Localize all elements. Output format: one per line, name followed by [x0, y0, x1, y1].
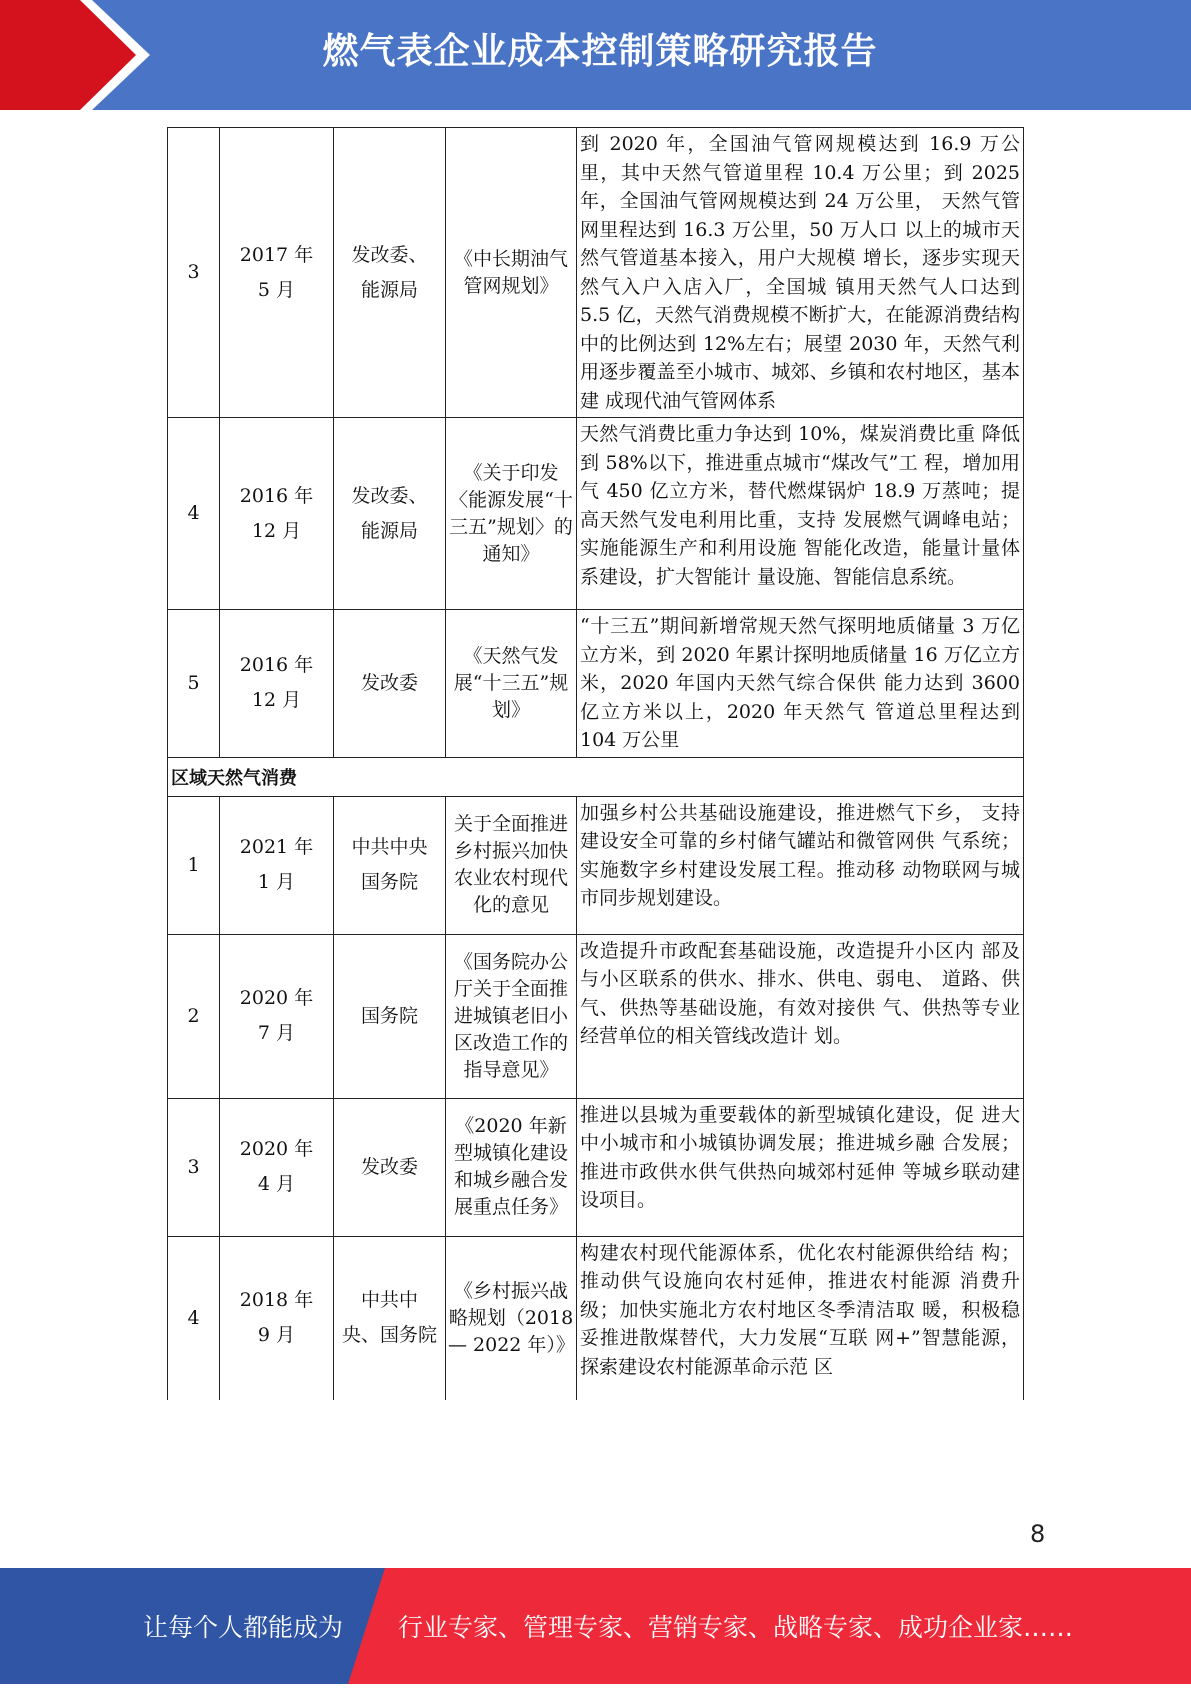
policy-document: 《关于印发〈能源发展“十三五”规划〉的通知》 [446, 418, 577, 610]
policy-content: 加强乡村公共基础设施建设，推进燃气下乡， 支持建设安全可靠的乡村储气罐站和微管网供 气系统；实施数字乡村建设发展工程。推动移 动物联网与城市同步规划建设。 [577, 796, 1024, 934]
section-title: 区域天然气消费 [168, 757, 1024, 796]
footer-slogan-right: 行业专家、管理专家、营销专家、战略专家、成功企业家…… [398, 1613, 1074, 1642]
policy-document: 《国务院办公厅关于全面推进城镇老旧小区改造工作的指导意见》 [446, 934, 577, 1098]
release-date: 2020 年 7 月 [220, 934, 334, 1098]
policy-content: 改造提升市政配套基础设施，改造提升小区内 部及与小区联系的供水、排水、供电、弱电、 道路、供气、供热等基础设施，有效对接供 气、供热等专业经营单位的相关管线改造计 划。 [577, 934, 1024, 1098]
policy-document: 《中长期油气管网规划》 [446, 128, 577, 418]
release-date: 2016 年 12 月 [220, 610, 334, 758]
policy-table [167, 127, 1024, 1400]
table-row [168, 934, 1024, 1098]
issuing-authority: 发改委 [334, 1098, 446, 1236]
section-row [168, 757, 1024, 796]
issuing-authority: 发改委 [334, 610, 446, 758]
table-row [168, 1236, 1024, 1400]
row-number: 5 [168, 610, 220, 758]
policy-content: 到 2020 年，全国油气管网规模达到 16.9 万公 里，其中天然气管道里程 10.4 万公里；到 2025 年，全国油气管网规模达到 24 万公里， 天然气管网里程达到 16.3 万公里，50 万人口 以上的城市天然气管道基本接入，用户大规模 增长，逐步实现天然气入户入店入厂，全国城 镇用天然气人口达到 5.5 亿，天然气消费规模不断扩大，在能源消费结构中的比例达到 12%左右；展望 2030 年，天然气利用逐步覆盖至小城市、城郊、乡镇和农村地区，基本建 成现代油气管网体系 [577, 128, 1024, 418]
release-date: 2020 年 4 月 [220, 1098, 334, 1236]
policy-document: 《乡村振兴战略规划（2018 — 2022 年）》 [446, 1236, 577, 1400]
table-row [168, 796, 1024, 934]
row-number: 2 [168, 934, 220, 1098]
page-footer [0, 1568, 1191, 1684]
row-number: 1 [168, 796, 220, 934]
row-number: 4 [168, 1236, 220, 1400]
row-number: 3 [168, 1098, 220, 1236]
table-row [168, 418, 1024, 610]
page-header [0, 0, 1191, 110]
issuing-authority: 发改委、 能源局 [334, 418, 446, 610]
policy-content: 天然气消费比重力争达到 10%，煤炭消费比重 降低到 58%以下，推进重点城市“煤改气”工 程，增加用气 450 亿立方米，替代燃煤锅炉 18.9 万蒸吨；提高天然气发电利用比重，支持 发展燃气调峰电站；实施能源生产和利用设施 智能化改造，能量计量体系建设，扩大智能计 量设施、智能信息系统。 [577, 418, 1024, 610]
header-red-arrow-icon [0, 0, 150, 110]
release-date: 2021 年 1 月 [220, 796, 334, 934]
release-date: 2018 年 9 月 [220, 1236, 334, 1400]
footer-slogan-left: 让每个人都能成为 [143, 1613, 344, 1642]
document-title: 燃气表企业成本控制策略研究报告 [322, 31, 878, 72]
table-row [168, 1098, 1024, 1236]
release-date: 2016 年 12 月 [220, 418, 334, 610]
page-number: 8 [1030, 1520, 1046, 1548]
row-number: 4 [168, 418, 220, 610]
release-date: 2017 年 5 月 [220, 128, 334, 418]
issuing-authority: 发改委、 能源局 [334, 128, 446, 418]
issuing-authority: 中共中 央、国务院 [334, 1236, 446, 1400]
policy-table-wrapper [167, 127, 1023, 1400]
policy-content: 推进以县城为重要载体的新型城镇化建设，促 进大中小城市和小城镇协调发展；推进城乡融 合发展；推进市政供水供气供热向城郊村延伸 等城乡联动建设项目。 [577, 1098, 1024, 1236]
issuing-authority: 中共中央 国务院 [334, 796, 446, 934]
policy-content: 构建农村现代能源体系，优化农村能源供给结 构；推动供气设施向农村延伸，推进农村能源 消费升级；加快实施北方农村地区冬季清洁取 暖，积极稳妥推进散煤替代，大力发展“互联 网+”智慧能源，探索建设农村能源革命示范 区 [577, 1236, 1024, 1400]
issuing-authority: 国务院 [334, 934, 446, 1098]
policy-document: 关于全面推进乡村振兴加快农业农村现代化的意见 [446, 796, 577, 934]
row-number: 3 [168, 128, 220, 418]
policy-document: 《天然气发展“十三五”规划》 [446, 610, 577, 758]
policy-document: 《2020 年新型城镇化建设和城乡融合发展重点任务》 [446, 1098, 577, 1236]
policy-content: “十三五”期间新增常规天然气探明地质储量 3 万亿立方米，到 2020 年累计探明地质储量 16 万亿立方米，2020 年国内天然气综合保供 能力达到 3600 亿立方米以上，2020 年天然气 管道总里程达到 104 万公里 [577, 610, 1024, 758]
table-row [168, 610, 1024, 758]
table-row [168, 128, 1024, 418]
